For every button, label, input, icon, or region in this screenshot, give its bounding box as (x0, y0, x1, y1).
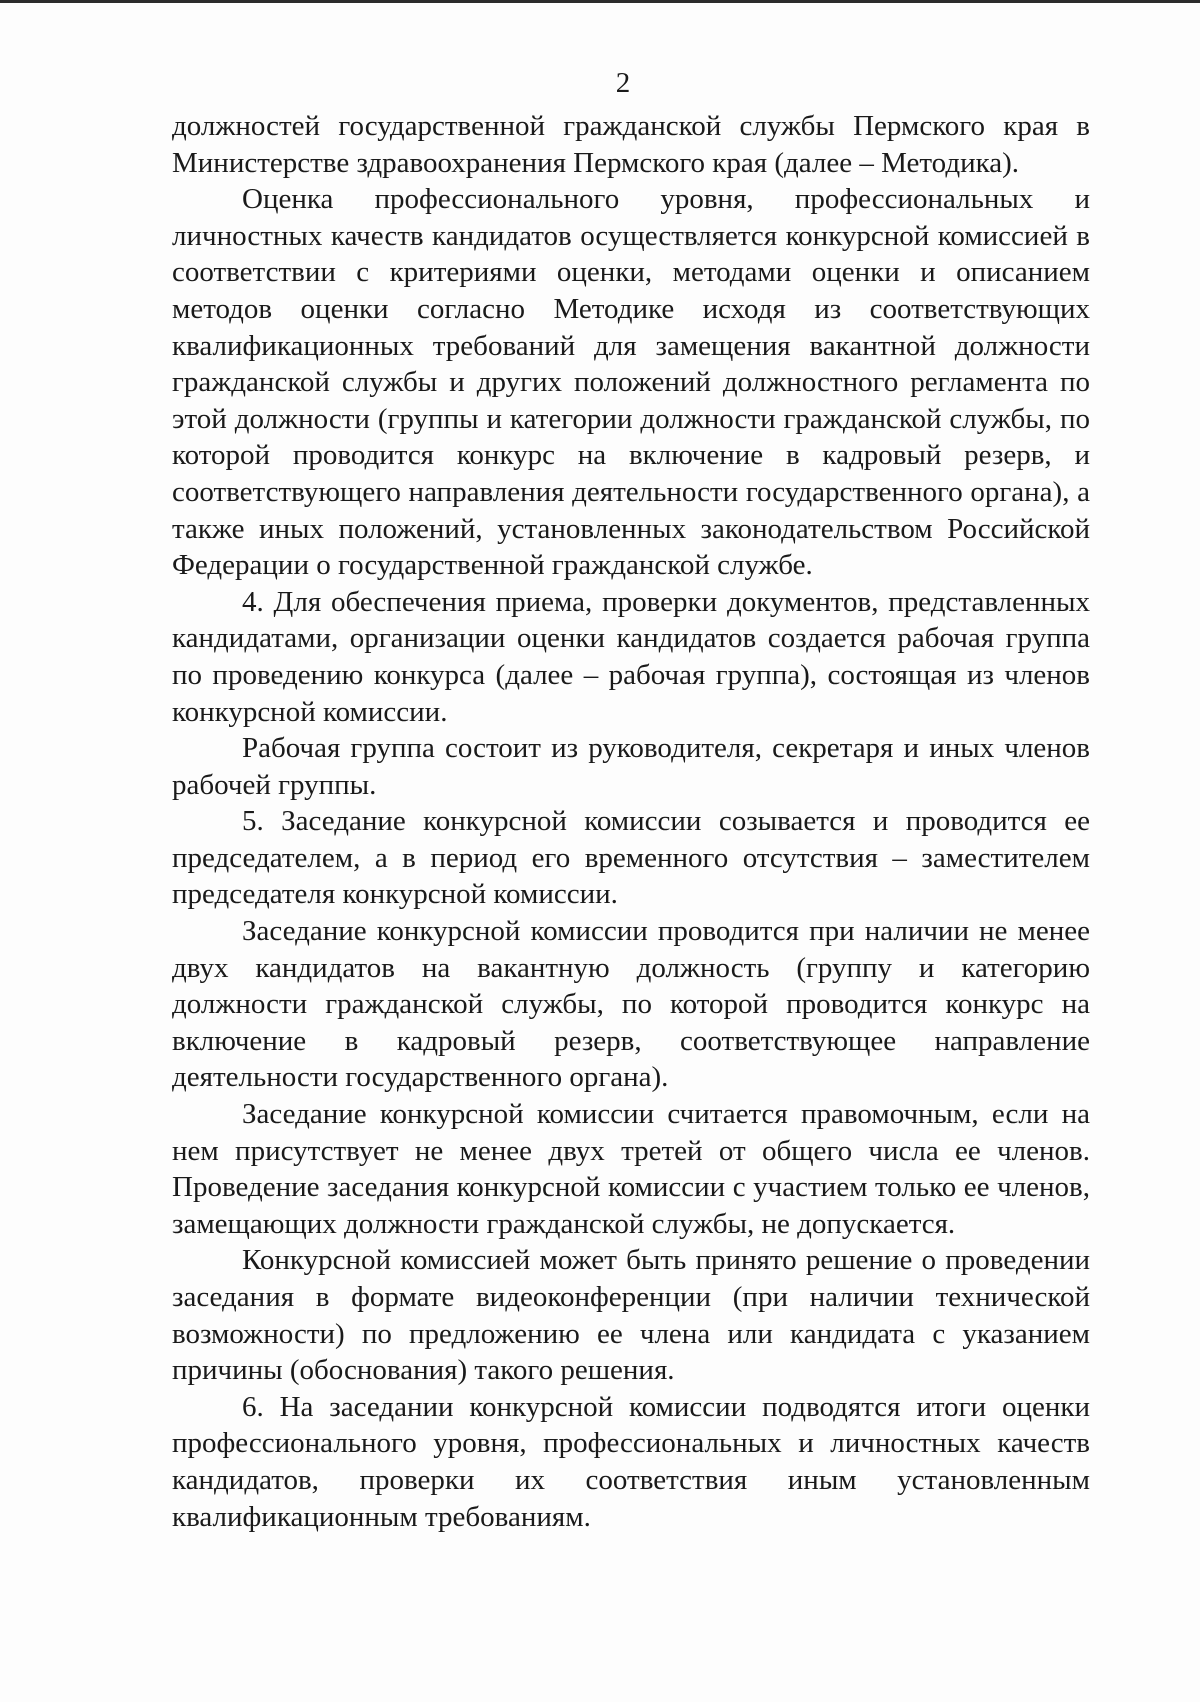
paragraph-meeting-validity: Заседание конкурсной комиссии считается правомочным, если на нем присутствует не менее двух третей от общего числа ее членов. Проведение заседания конкурсной комиссии с участием только ее членов, замещающих должности гражданской службы, не допускается. (172, 1098, 1090, 1240)
scan-top-edge (0, 0, 1200, 3)
page-number: 2 (615, 67, 631, 99)
paragraph-assessment: Оценка профессионального уровня, профессиональных и личностных качеств кандидатов осуществляется конкурсной комиссией в соответствии с критериями оценки, методами оценки и описанием методов оценки согласно Методике исходя из соответствующих квалификационных требований для замещения вакантной должности гражданской службы и других положений должностного регламента по этой должности (группы и категории должности гражданской службы, по которой проводится конкурс на включение в кадровый резерв, и соответствующего направления деятельности государственного органа), а также иных положений, установленных законодательством Российской Федерации о государственной гражданской службе. (172, 183, 1090, 582)
paragraph-item-5: 5. Заседание конкурсной комиссии созывается и проводится ее председателем, а в период его временного отсутствия – заместителем председателя конкурсной комиссии. (172, 805, 1090, 911)
paragraph-continuation: должностей государственной гражданской службы Пермского края в Министерстве здравоохранения Пермского края (далее – Методика). (172, 110, 1090, 179)
paragraph-item-4: 4. Для обеспечения приема, проверки документов, представленных кандидатами, организации оценки кандидатов создается рабочая группа по проведению конкурса (далее – рабочая группа), состоящая из членов конкурсной комиссии. (172, 585, 1090, 728)
paragraph-working-group: Рабочая группа состоит из руководителя, секретаря и иных членов рабочей группы. (172, 732, 1090, 801)
paragraph-item-6: 6. На заседании конкурсной комиссии подводятся итоги оценки профессионального уровня, профессиональных и личностных качеств кандидатов, проверки их соответствия иным установленным квалификационным требованиям. (172, 1390, 1090, 1533)
document-body (172, 108, 1090, 1535)
paragraph-meeting-quorum-candidates: Заседание конкурсной комиссии проводится при наличии не менее двух кандидатов на вакантную должность (группу и категорию должности гражданской службы, по которой проводится конкурс на включение в кадровый резерв, соответствующее направление деятельности государственного органа). (172, 915, 1090, 1094)
paragraph-videoconference: Конкурсной комиссией может быть принято решение о проведении заседания в формате видеоконференции (при наличии технической возможности) по предложению ее члена или кандидата с указанием причины (обоснования) такого решения. (172, 1244, 1090, 1387)
